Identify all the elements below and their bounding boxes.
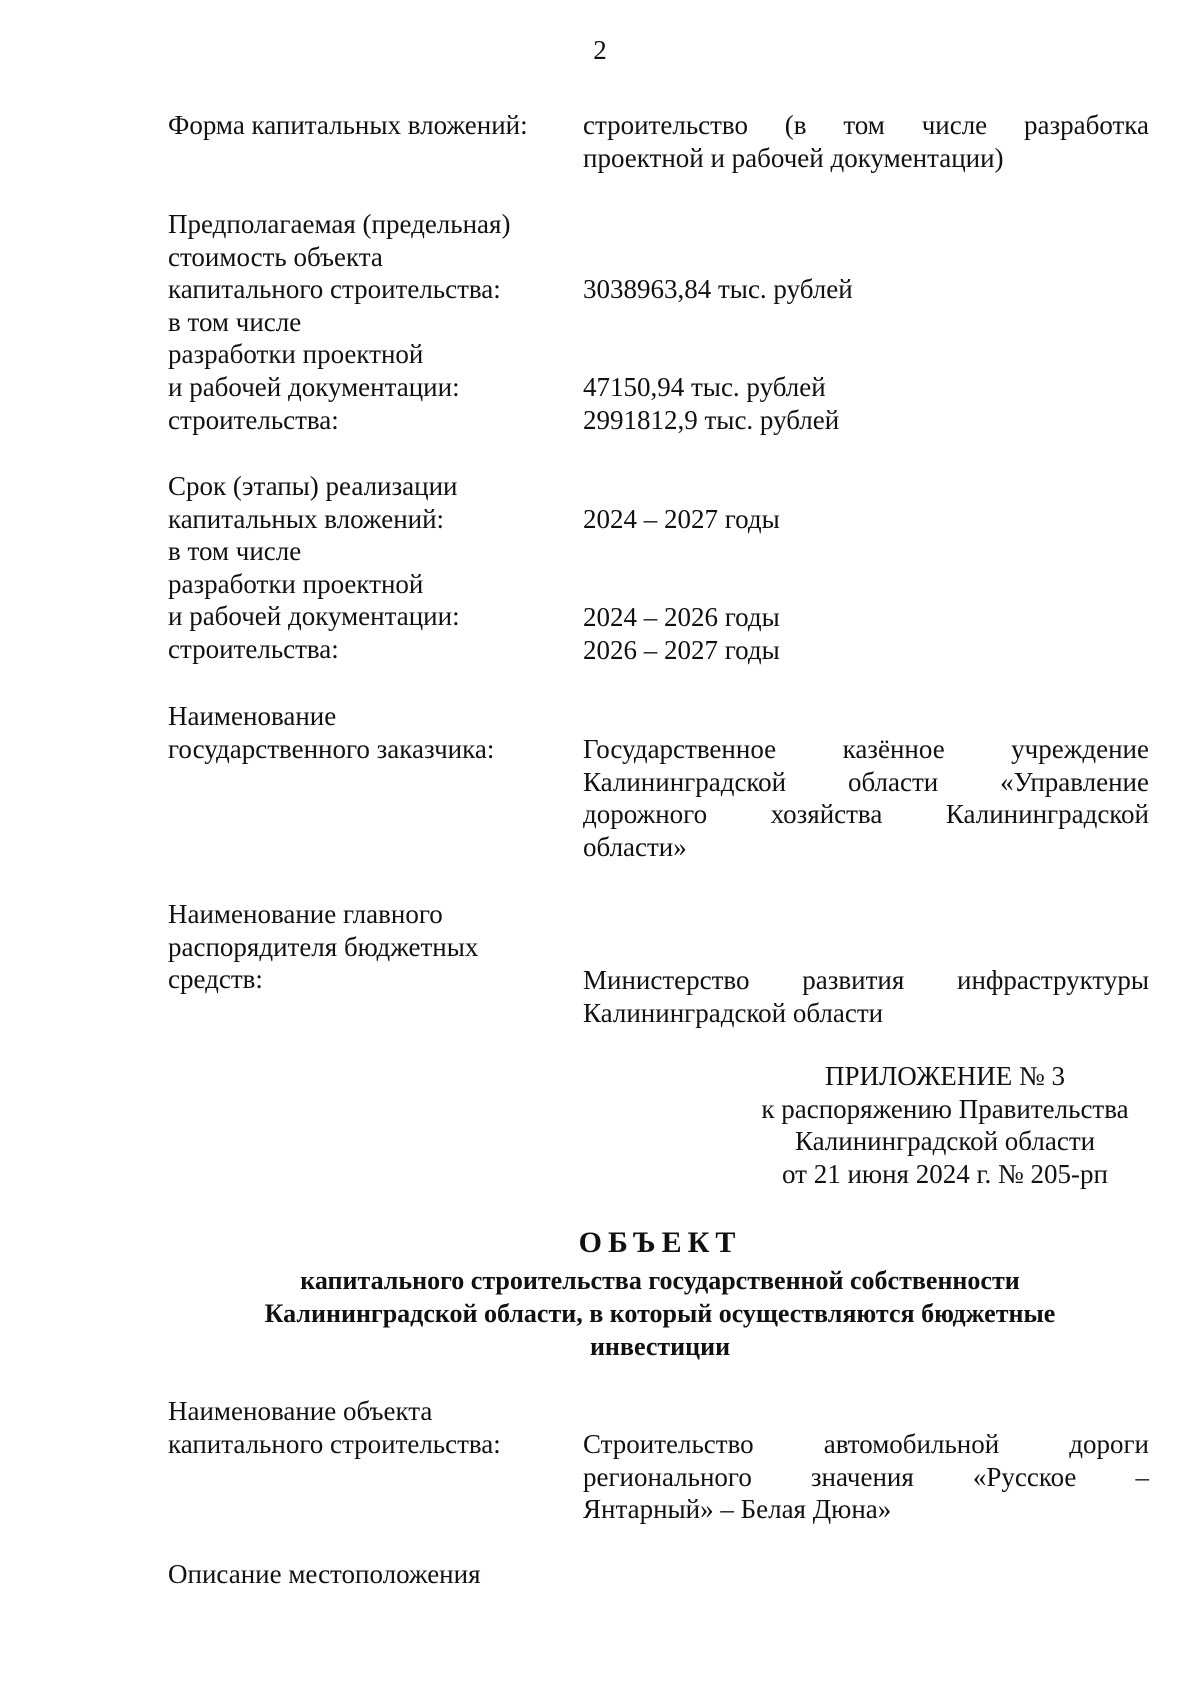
cost-construction-text: 2991812,9 тыс. рублей <box>583 405 840 435</box>
appendix-line: от 21 июня 2024 г. № 205-рп <box>782 1158 1108 1189</box>
period-construction-text: 2026 – 2027 годы <box>583 635 780 665</box>
subtitle-line: инвестиции <box>589 1332 731 1361</box>
object-value-line: регионального значения «Русское – <box>583 1461 1149 1492</box>
subtitle-line: Калининградской области, в который осуществляются бюджетные <box>264 1299 1056 1328</box>
customer-value <box>583 733 1149 863</box>
location-label: Описание местоположения <box>168 1559 481 1589</box>
cost-construction-value <box>583 404 1149 437</box>
customer-value-line: области» <box>583 831 687 862</box>
cost-total-text: 3038963,84 тыс. рублей <box>583 274 853 304</box>
document-title: ОБЪЕКТ <box>578 1226 742 1259</box>
period-label: Срок (этапы) реализации капитальных вложений: в том числе разработки проектной и рабочей документации: строительства: <box>168 471 460 664</box>
cost-label: Предполагаемая (предельная) стоимость объекта капитального строительства: в том числе разработки проектной и рабочей документации: строительства: <box>168 209 511 435</box>
document-subtitle <box>160 1264 1160 1363</box>
period-total-value <box>583 503 1149 536</box>
cost-design-text: 47150,94 тыс. рублей <box>583 372 826 402</box>
appendix-line: к распоряжению Правительства <box>761 1093 1129 1124</box>
object-value-line: Строительство автомобильной дороги <box>583 1429 1149 1459</box>
form-label: Форма капитальных вложений: <box>168 110 528 140</box>
object-value <box>583 1428 1149 1526</box>
subtitle-line: капитального строительства государственной собственности <box>300 1266 1020 1295</box>
period-total-text: 2024 – 2027 годы <box>583 504 780 534</box>
manager-value-line: Калининградской области <box>583 997 884 1028</box>
customer-label: Наименование государственного заказчика: <box>168 701 495 764</box>
object-value-line: Янтарный» – Белая Дюна» <box>583 1494 892 1525</box>
cost-design-value <box>583 371 1149 404</box>
period-construction-value <box>583 634 1149 667</box>
period-design-text: 2024 – 2026 годы <box>583 602 780 632</box>
form-value <box>583 109 1149 174</box>
customer-value-line: Калининградской области «Управление <box>583 766 1149 797</box>
appendix-block <box>735 1060 1155 1190</box>
customer-value-line: дорожного хозяйства Калининградской <box>583 799 1149 830</box>
customer-value-line: Государственное казённое учреждение <box>583 734 1149 764</box>
form-value-line: строительство (в том числе разработка <box>583 110 1149 140</box>
appendix-line: Калининградской области <box>794 1126 1096 1157</box>
period-design-value <box>583 601 1149 634</box>
manager-value-line: Министерство развития инфраструктуры <box>583 965 1149 995</box>
object-label: Наименование объекта капитального строительства: <box>168 1396 501 1459</box>
page-number: 2 <box>593 35 607 65</box>
form-value-line: проектной и рабочей документации) <box>583 142 1004 173</box>
appendix-title: ПРИЛОЖЕНИЕ № 3 <box>824 1061 1066 1091</box>
cost-total-value <box>583 273 1149 306</box>
manager-value <box>583 964 1149 1029</box>
manager-label: Наименование главного распорядителя бюджетных средств: <box>168 899 479 995</box>
